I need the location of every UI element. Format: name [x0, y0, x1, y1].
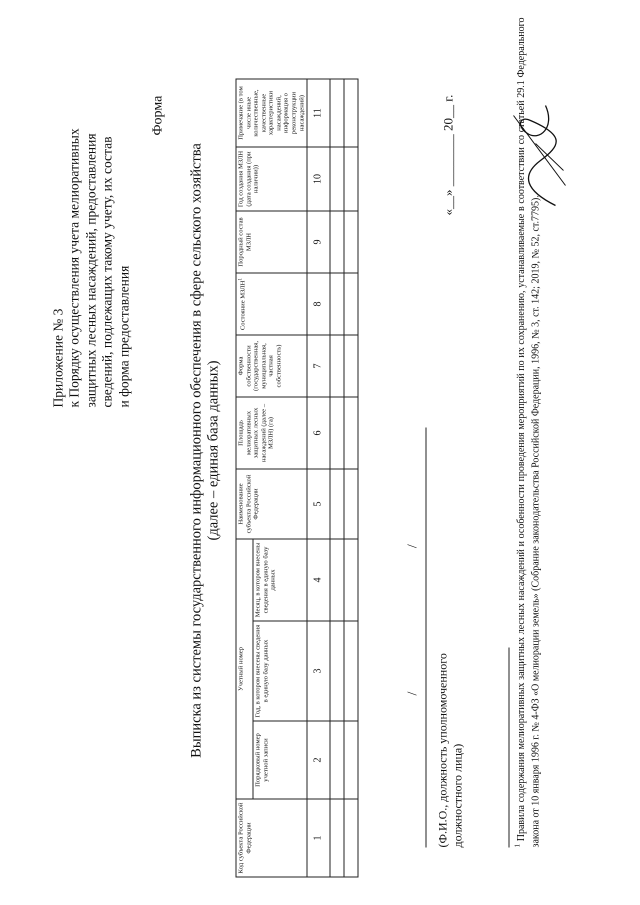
col-number: 1 [307, 799, 330, 877]
footnote-separator [508, 647, 509, 847]
header-entry-year: Год, в котором внесены сведения в единую базу данных [253, 621, 307, 721]
appendix-ref-line: сведений, подлежащих такому учету, их состав [99, 136, 115, 407]
table-cell [344, 273, 358, 335]
col-number: 6 [307, 397, 330, 469]
header-ownership: Форма собственности (государственная, муниципальная, частная собственность) [236, 335, 307, 397]
header-year-created: Год создания МЗЛН (дата создания (при наличии)) [236, 147, 307, 211]
appendix-ref-line: к Порядку осуществления учета мелиоративных [66, 127, 82, 407]
appendix-ref-line: и форма предоставления [115, 265, 131, 407]
table-cell [330, 621, 344, 721]
footnote-text: Правила содержания мелиоративных защитных лесных насаждений и особенности проведения мероприятий по их сохранению, устанавливаемые в соответствии со статьей 29.1 Федерального закона от 10 января 1996 г. № 4-ФЗ «О мелиорации земель» (Собрание законодательства Российской Федерации, 1996, № 3, ст. 142; 2019, № 52, ст.7795). [515, 16, 541, 847]
table-cell [344, 469, 358, 539]
table-cell [344, 335, 358, 397]
table-cell [344, 539, 358, 621]
appendix-number: Приложение № 3 [50, 308, 65, 407]
col-number: 4 [307, 539, 330, 621]
col-number: 5 [307, 469, 330, 539]
signature-caption [435, 653, 465, 847]
document-title [188, 35, 223, 865]
col-number: 11 [307, 79, 330, 147]
table-cell [344, 721, 358, 799]
signature-line [425, 427, 426, 847]
table-cell [330, 397, 344, 469]
col-number: 8 [307, 273, 330, 335]
header-condition [236, 273, 307, 335]
title-subline: (далее – единая база данных) [205, 360, 222, 541]
extract-table [235, 78, 358, 877]
table-row [330, 79, 344, 877]
table-cell [344, 147, 358, 211]
signature-slashes: / / [405, 473, 420, 695]
signature-caption-line: (Ф.И.О., должность уполномоченного [435, 652, 449, 847]
table-cell [330, 799, 344, 877]
table-cell [330, 273, 344, 335]
header-region-code: Код субъекта Российской Федерации [236, 799, 307, 877]
header-record-number: Порядковый номер учетной записи [253, 721, 307, 799]
header-note: Примечание (в том числе иные количественные, качественные характеристики насаждений, информация о реконструкции насаждений) [236, 79, 307, 147]
header-species: Породный состав МЗЛН [236, 211, 307, 273]
footnote-marker: 1 [513, 843, 521, 847]
col-number: 10 [307, 147, 330, 211]
handwritten-signature [505, 95, 575, 215]
table-cell [344, 799, 358, 877]
table-row [344, 79, 358, 877]
table-cell [330, 335, 344, 397]
table-cell [330, 539, 344, 621]
header-area: Площадь мелиоративных защитных лесных насаждений (далее – МЗЛН) (га) [236, 397, 307, 469]
title-line: Выписка из системы государственного информационного обеспечения в сфере сельского хозяйства [188, 142, 204, 758]
col-number: 7 [307, 335, 330, 397]
table-cell [344, 211, 358, 273]
footnote-ref: 1 [237, 277, 243, 281]
header-account-number: Учетный номер [236, 539, 253, 799]
appendix-header [50, 7, 132, 407]
header-region-name: Наименование субъекта Российской Федерации [236, 469, 307, 539]
table-cell [330, 721, 344, 799]
table-cell [344, 621, 358, 721]
header-entry-month: Месяц, в котором внесены сведения в единую базу данных [253, 539, 307, 621]
header-condition-text: Состояние МЗЛН [239, 280, 247, 330]
form-label: Форма [150, 95, 165, 135]
table-cell [330, 79, 344, 147]
col-number: 9 [307, 211, 330, 273]
appendix-ref-line: защитных лесных насаждений, предоставления [82, 132, 98, 407]
table-cell [330, 147, 344, 211]
table-cell [330, 211, 344, 273]
table-cell [344, 397, 358, 469]
table-cell [330, 469, 344, 539]
signature-caption-line: должностного лица) [450, 743, 464, 847]
col-number: 2 [307, 721, 330, 799]
col-number: 3 [307, 621, 330, 721]
table-cell [344, 79, 358, 147]
date-line: «__» ________ 20__ г. [440, 94, 455, 215]
